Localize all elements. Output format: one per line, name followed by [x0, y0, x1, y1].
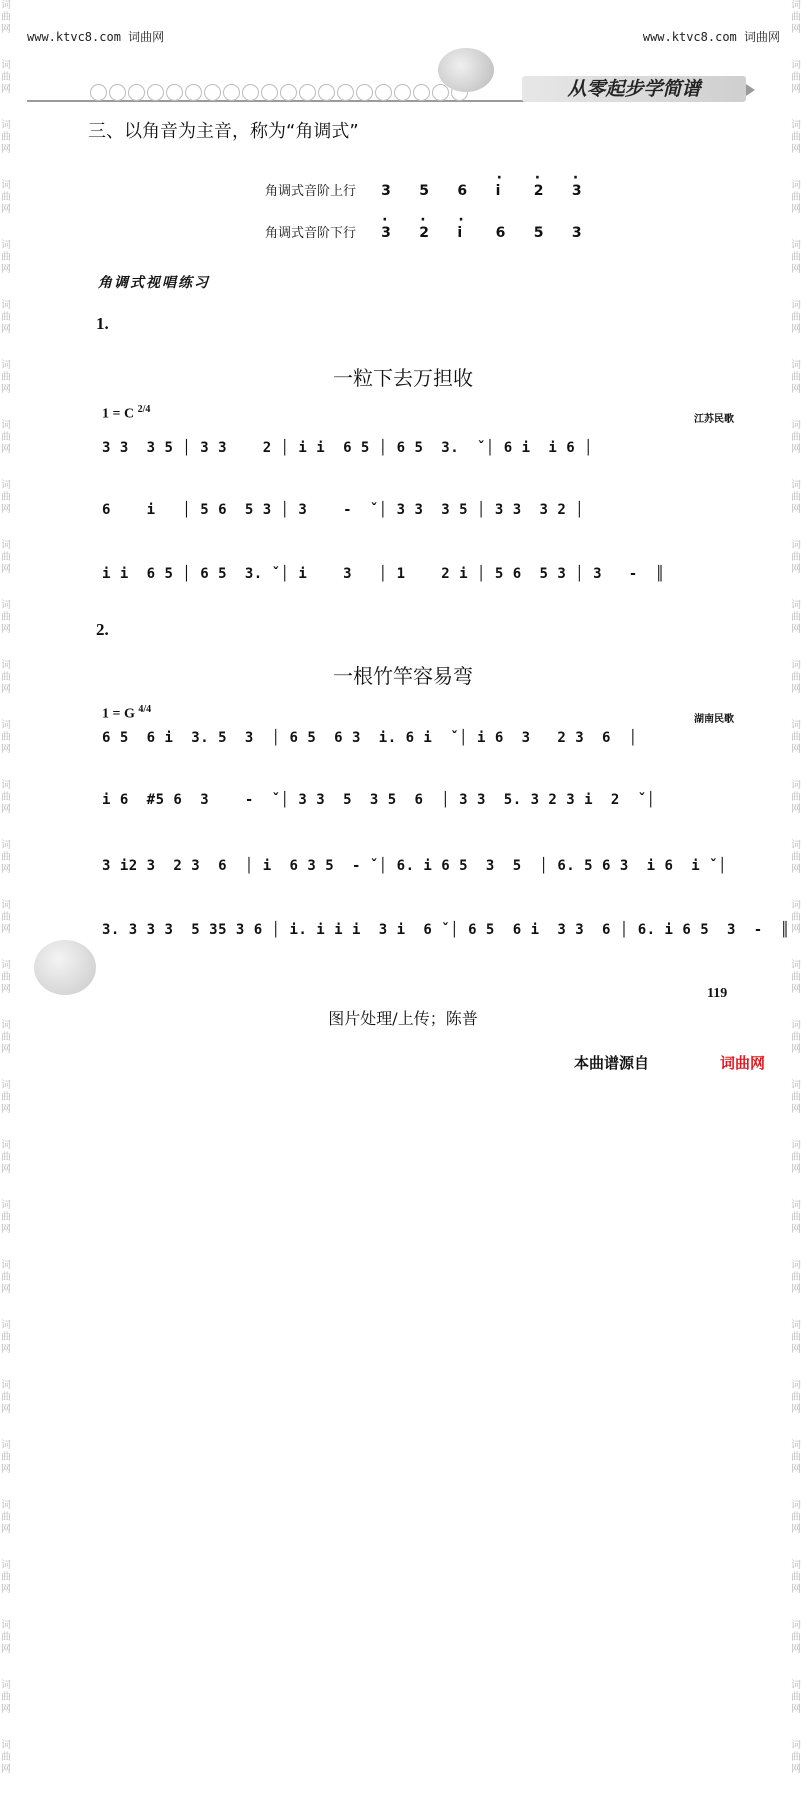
watermark-gap [1, 936, 15, 960]
watermark-gap [1, 1176, 15, 1200]
watermark-gap [1, 336, 15, 360]
watermark-char: 网 [791, 444, 801, 455]
watermark-gap [791, 1056, 805, 1080]
watermark-char: 网 [791, 624, 801, 635]
watermark-gap [1, 1416, 15, 1440]
watermark-gap [791, 816, 805, 840]
watermark-char: 词 [791, 1380, 801, 1391]
watermark-char: 曲 [1, 132, 11, 143]
watermark-char: 词 [791, 360, 801, 371]
watermark-char: 曲 [1, 1632, 11, 1643]
notation-line: 3 3 3 5 │ 3 3 2 │ i i 6 5 │ 6 5 3. ˇ│ 6 i i 6 │ [102, 440, 594, 456]
watermark-char: 词 [791, 1680, 801, 1691]
watermark-char: 曲 [791, 432, 801, 443]
watermark-gap [791, 1236, 805, 1260]
meter-text: 2/4 [137, 404, 151, 415]
watermark-char: 网 [791, 1404, 801, 1415]
watermark-char: 词 [791, 1440, 801, 1451]
watermark-char: 网 [791, 864, 801, 875]
watermark-char: 网 [1, 624, 11, 635]
watermark-gap [791, 1416, 805, 1440]
watermark-char: 网 [791, 1224, 801, 1235]
scale-note: · i [457, 225, 491, 241]
watermark-char: 曲 [791, 1452, 801, 1463]
watermark-char: 词 [791, 60, 801, 71]
watermark-gap [791, 156, 805, 180]
watermark-gap [791, 1356, 805, 1380]
watermark-char: 词 [1, 780, 11, 791]
watermark-char: 词 [1, 300, 11, 311]
watermark-char: 曲 [1, 1692, 11, 1703]
watermark-char: 词 [791, 660, 801, 671]
watermark-gap [1, 1116, 15, 1140]
key-text: 1 = G [102, 706, 135, 722]
watermark-char: 网 [1, 444, 11, 455]
watermark-char: 曲 [1, 972, 11, 983]
watermark-gap [791, 516, 805, 540]
watermark-gap [791, 1296, 805, 1320]
watermark-char: 网 [1, 1704, 11, 1715]
watermark-char: 曲 [791, 252, 801, 263]
watermark-char: 曲 [791, 552, 801, 563]
watermark-char: 曲 [1, 792, 11, 803]
watermark-char: 词 [791, 900, 801, 911]
watermark-char: 词 [791, 1560, 801, 1571]
watermark-gap [1, 216, 15, 240]
watermark-char: 词 [791, 1200, 801, 1211]
watermark-char: 网 [1, 1404, 11, 1415]
notation-line: i 6 #5 6 3 - ˇ│ 3 3 5 3 5 6 │ 3 3 5. 3 2 3 i 2 ˇ│ [102, 792, 656, 808]
watermark-char: 网 [791, 1764, 801, 1775]
watermark-char: 曲 [1, 1572, 11, 1583]
watermark-char: 网 [1, 324, 11, 335]
watermark-char: 网 [791, 984, 801, 995]
watermark-char: 曲 [1, 312, 11, 323]
scale-note: 5 [419, 183, 430, 199]
watermark-char: 曲 [791, 1092, 801, 1103]
watermark-gap [1, 756, 15, 780]
watermark-char: 网 [1, 804, 11, 815]
watermark-char: 曲 [791, 1692, 801, 1703]
watermark-gap [1, 1056, 15, 1080]
watermark-char: 曲 [791, 612, 801, 623]
source-label: 本曲谱源自 [574, 1054, 650, 1072]
scale-note: 6 [495, 225, 506, 241]
watermark-gap [1, 36, 15, 60]
watermark-char: 曲 [791, 1392, 801, 1403]
watermark-gap [791, 396, 805, 420]
watermark-gap [791, 576, 805, 600]
watermark-gap [791, 1776, 805, 1800]
watermark-gap [791, 876, 805, 900]
watermark-char: 曲 [791, 1032, 801, 1043]
watermark-char: 曲 [1, 1152, 11, 1163]
watermark-gap [1, 456, 15, 480]
watermark-char: 词 [1, 1200, 11, 1211]
watermark-char: 曲 [1, 912, 11, 923]
watermark-char: 曲 [791, 132, 801, 143]
watermark-char: 网 [791, 504, 801, 515]
watermark-char: 曲 [1, 252, 11, 263]
watermark-char: 网 [1, 1104, 11, 1115]
watermark-char: 网 [791, 384, 801, 395]
watermark-char: 网 [1, 864, 11, 875]
watermark-gap [1, 1776, 15, 1800]
watermark-char: 曲 [791, 972, 801, 983]
song-origin: 江苏民歌 [694, 414, 734, 425]
notation-line: 3 i2 3 2 3 6 │ i 6 3 5 - ˇ│ 6. i 6 5 3 5 │ 6. 5 6 3 i 6 i ˇ│ [102, 858, 728, 874]
watermark-char: 词 [1, 720, 11, 731]
watermark-char: 词 [1, 1560, 11, 1571]
source-site-link[interactable]: 词曲网 [720, 1054, 766, 1072]
watermark-char: 网 [1, 1524, 11, 1535]
watermark-gap [791, 636, 805, 660]
scale-note: 6 [457, 183, 468, 199]
watermark-char: 曲 [1, 432, 11, 443]
watermark-char: 词 [1, 1140, 11, 1151]
section-heading: 三、以角音为主音，称为“角调式” [88, 121, 359, 142]
watermark-char: 网 [1, 84, 11, 95]
watermark-char: 网 [1, 984, 11, 995]
watermark-char: 网 [1, 924, 11, 935]
upload-credit: 图片处理/上传；陈普 [328, 1009, 478, 1028]
watermark-char: 词 [791, 1260, 801, 1271]
watermark-char: 曲 [791, 1752, 801, 1763]
watermark-char: 网 [1, 384, 11, 395]
watermark-gap [791, 216, 805, 240]
watermark-char: 网 [1, 1464, 11, 1475]
watermark-gap [791, 336, 805, 360]
watermark-char: 网 [1, 1344, 11, 1355]
notation-line: 6 i │ 5 6 5 3 │ 3 - ˇ│ 3 3 3 5 │ 3 3 3 2 │ [102, 502, 585, 518]
apple-decoration-icon [34, 940, 96, 995]
watermark-char: 词 [1, 360, 11, 371]
watermark-char: 网 [1, 24, 11, 35]
watermark-char: 网 [791, 84, 801, 95]
watermark-char: 曲 [791, 1272, 801, 1283]
notation-line: 6 5 6 i 3. 5 3 │ 6 5 6 3 i. 6 i ˇ│ i 6 3 2 3 6 │ [102, 730, 638, 746]
song-title: 一根竹竿容易弯 [333, 664, 473, 688]
watermark-char: 网 [791, 1344, 801, 1355]
watermark-char: 词 [791, 600, 801, 611]
watermark-gap [791, 756, 805, 780]
watermark-gap [791, 1116, 805, 1140]
watermark-char: 网 [1, 1224, 11, 1235]
watermark-char: 曲 [1, 732, 11, 743]
watermark-char: 曲 [1, 492, 11, 503]
watermark-char: 词 [791, 180, 801, 191]
watermark-char: 词 [1, 900, 11, 911]
watermark-gap [791, 1476, 805, 1500]
watermark-gap [1, 96, 15, 120]
watermark-gap [1, 636, 15, 660]
watermark-char: 词 [1, 1440, 11, 1451]
watermark-char: 词 [1, 1500, 11, 1511]
song-number: 2. [96, 620, 109, 639]
watermark-char: 曲 [791, 1632, 801, 1643]
scale-note: · 2 [419, 225, 453, 241]
key-signature [102, 704, 151, 723]
watermark-char: 词 [791, 420, 801, 431]
watermark-gap [1, 1236, 15, 1260]
watermark-char: 曲 [1, 1092, 11, 1103]
practice-title: 角调式视唱练习 [98, 275, 210, 291]
watermark-char: 网 [1, 504, 11, 515]
scale-note: · 2 [534, 183, 568, 199]
watermark-char: 词 [1, 480, 11, 491]
watermark-gap [1, 516, 15, 540]
watermark-char: 词 [1, 960, 11, 971]
watermark-char: 曲 [1, 72, 11, 83]
watermark-char: 词 [1, 240, 11, 251]
watermark-char: 曲 [791, 912, 801, 923]
watermark-char: 曲 [791, 792, 801, 803]
watermark-char: 网 [791, 324, 801, 335]
watermark-char: 网 [791, 1104, 801, 1115]
notation-line: 3. 3 3 3 5 35 3 6 │ i. i i i 3 i 6 ˇ│ 6 5 6 i 3 3 6 │ 6. i 6 5 3 - ║ [102, 922, 790, 938]
watermark-char: 曲 [1, 552, 11, 563]
watermark-char: 词 [1, 1380, 11, 1391]
watermark-char: 网 [1, 1764, 11, 1775]
song-origin: 湖南民歌 [694, 714, 734, 725]
watermark-char: 词 [791, 840, 801, 851]
watermark-char: 曲 [791, 1332, 801, 1343]
watermark-gap [791, 1716, 805, 1740]
watermark-char: 词 [791, 120, 801, 131]
watermark-gap [791, 456, 805, 480]
watermark-char: 曲 [1, 372, 11, 383]
watermark-char: 网 [791, 1644, 801, 1655]
watermark-char: 网 [791, 1584, 801, 1595]
watermark-char: 词 [1, 840, 11, 851]
watermark-gap [1, 396, 15, 420]
apple-decoration-icon [438, 48, 494, 92]
banner-arrow-icon [746, 84, 755, 96]
watermark-gap [791, 1596, 805, 1620]
watermark-char: 曲 [791, 1512, 801, 1523]
watermark-char: 网 [791, 204, 801, 215]
watermark-char: 词 [791, 0, 801, 11]
watermark-gap [1, 1536, 15, 1560]
watermark-char: 词 [791, 300, 801, 311]
watermark-char: 网 [791, 684, 801, 695]
watermark-char: 网 [791, 1044, 801, 1055]
watermark-char: 网 [1, 1644, 11, 1655]
scale-note: 3 [571, 225, 582, 241]
watermark-url-left: www.ktvc8.com 词曲网 [27, 30, 165, 44]
watermark-char: 网 [1, 204, 11, 215]
watermark-char: 词 [791, 1140, 801, 1151]
watermark-char: 曲 [1, 612, 11, 623]
watermark-char: 词 [1, 1320, 11, 1331]
watermark-char: 词 [1, 1680, 11, 1691]
watermark-gap [1, 1596, 15, 1620]
scale-note: 3 [381, 183, 391, 199]
watermark-char: 曲 [1, 1512, 11, 1523]
descending-scale-label: 角调式音阶下行 [265, 226, 357, 241]
page-number: 119 [707, 986, 728, 1001]
watermark-char: 词 [1, 1620, 11, 1631]
watermark-char: 词 [1, 1080, 11, 1091]
descending-scale-row [265, 222, 606, 241]
header-circle-decoration [90, 84, 468, 101]
watermark-char: 词 [791, 1620, 801, 1631]
watermark-gap [791, 36, 805, 60]
watermark-char: 网 [791, 1704, 801, 1715]
ascending-scale-label: 角调式音阶上行 [265, 184, 357, 199]
watermark-char: 词 [1, 420, 11, 431]
watermark-char: 网 [791, 24, 801, 35]
watermark-char: 曲 [791, 732, 801, 743]
watermark-gap [1, 576, 15, 600]
watermark-char: 词 [791, 780, 801, 791]
watermark-gap [791, 1536, 805, 1560]
watermark-gap [1, 1656, 15, 1680]
watermark-char: 曲 [1, 852, 11, 863]
watermark-char: 网 [1, 684, 11, 695]
watermark-char: 网 [1, 744, 11, 755]
meter-text: 4/4 [138, 704, 152, 715]
watermark-char: 曲 [791, 72, 801, 83]
watermark-char: 词 [1, 1260, 11, 1271]
watermark-char: 词 [1, 0, 11, 11]
watermark-char: 网 [791, 804, 801, 815]
watermark-char: 词 [1, 1020, 11, 1031]
watermark-gap [1, 876, 15, 900]
book-brand-banner: 从零起步学简谱 [522, 76, 746, 102]
watermark-char: 曲 [1, 1212, 11, 1223]
watermark-char: 词 [791, 1080, 801, 1091]
watermark-char: 曲 [791, 492, 801, 503]
watermark-gap [1, 276, 15, 300]
watermark-char: 词 [1, 660, 11, 671]
watermark-char: 曲 [791, 372, 801, 383]
watermark-gap [791, 696, 805, 720]
watermark-gap [1, 1716, 15, 1740]
watermark-char: 网 [1, 144, 11, 155]
scale-note: · i [496, 183, 530, 199]
right-watermark-column [791, 0, 805, 1800]
watermark-char: 词 [1, 120, 11, 131]
watermark-char: 网 [791, 1464, 801, 1475]
watermark-gap [791, 936, 805, 960]
watermark-char: 词 [1, 540, 11, 551]
watermark-char: 网 [791, 1284, 801, 1295]
watermark-char: 词 [1, 180, 11, 191]
watermark-char: 网 [791, 1164, 801, 1175]
watermark-char: 网 [1, 1164, 11, 1175]
watermark-char: 网 [791, 1524, 801, 1535]
watermark-gap [791, 1176, 805, 1200]
watermark-char: 网 [1, 264, 11, 275]
watermark-char: 词 [791, 480, 801, 491]
watermark-char: 网 [1, 1284, 11, 1295]
scale-note: 5 [533, 225, 544, 241]
song-title: 一粒下去万担收 [333, 366, 473, 390]
watermark-gap [1, 696, 15, 720]
notation-line: i i 6 5 │ 6 5 3. ˇ│ i 3 │ 1 2 i │ 5 6 5 3 │ 3 - ║ [102, 566, 665, 582]
song-number: 1. [96, 314, 109, 333]
watermark-char: 词 [791, 1500, 801, 1511]
key-signature [102, 404, 150, 423]
watermark-char: 曲 [1, 1752, 11, 1763]
watermark-char: 词 [1, 60, 11, 71]
watermark-char: 曲 [1, 1452, 11, 1463]
watermark-char: 词 [791, 960, 801, 971]
watermark-char: 曲 [791, 312, 801, 323]
watermark-char: 网 [791, 744, 801, 755]
scale-note: · 3 [572, 183, 606, 199]
watermark-char: 曲 [1, 672, 11, 683]
watermark-char: 网 [1, 1044, 11, 1055]
watermark-char: 网 [791, 564, 801, 575]
watermark-gap [1, 1356, 15, 1380]
watermark-char: 网 [791, 264, 801, 275]
watermark-gap [1, 1476, 15, 1500]
watermark-gap [1, 156, 15, 180]
watermark-char: 网 [1, 1584, 11, 1595]
ascending-scale-row [265, 180, 606, 199]
watermark-char: 词 [791, 1020, 801, 1031]
watermark-char: 网 [1, 564, 11, 575]
watermark-gap [791, 1656, 805, 1680]
watermark-char: 曲 [1, 1272, 11, 1283]
watermark-char: 网 [791, 144, 801, 155]
left-watermark-column [1, 0, 15, 1800]
watermark-char: 曲 [791, 852, 801, 863]
watermark-char: 曲 [791, 672, 801, 683]
scale-note: · 3 [381, 225, 415, 241]
watermark-url-right: www.ktvc8.com 词曲网 [642, 30, 780, 44]
watermark-gap [791, 96, 805, 120]
watermark-gap [1, 1296, 15, 1320]
watermark-char: 词 [791, 540, 801, 551]
watermark-gap [791, 276, 805, 300]
watermark-char: 曲 [791, 192, 801, 203]
watermark-char: 曲 [1, 1332, 11, 1343]
watermark-char: 曲 [1, 12, 11, 23]
watermark-char: 曲 [791, 12, 801, 23]
key-text: 1 = C [102, 406, 135, 422]
watermark-char: 词 [1, 600, 11, 611]
watermark-char: 词 [791, 240, 801, 251]
watermark-char: 词 [791, 720, 801, 731]
watermark-char: 曲 [1, 1392, 11, 1403]
watermark-char: 词 [791, 1740, 801, 1751]
watermark-char: 词 [791, 1320, 801, 1331]
watermark-char: 曲 [791, 1152, 801, 1163]
watermark-char: 曲 [1, 192, 11, 203]
watermark-char: 网 [791, 924, 801, 935]
watermark-char: 曲 [791, 1572, 801, 1583]
watermark-char: 曲 [1, 1032, 11, 1043]
watermark-char: 曲 [791, 1212, 801, 1223]
watermark-char: 词 [1, 1740, 11, 1751]
watermark-gap [1, 816, 15, 840]
